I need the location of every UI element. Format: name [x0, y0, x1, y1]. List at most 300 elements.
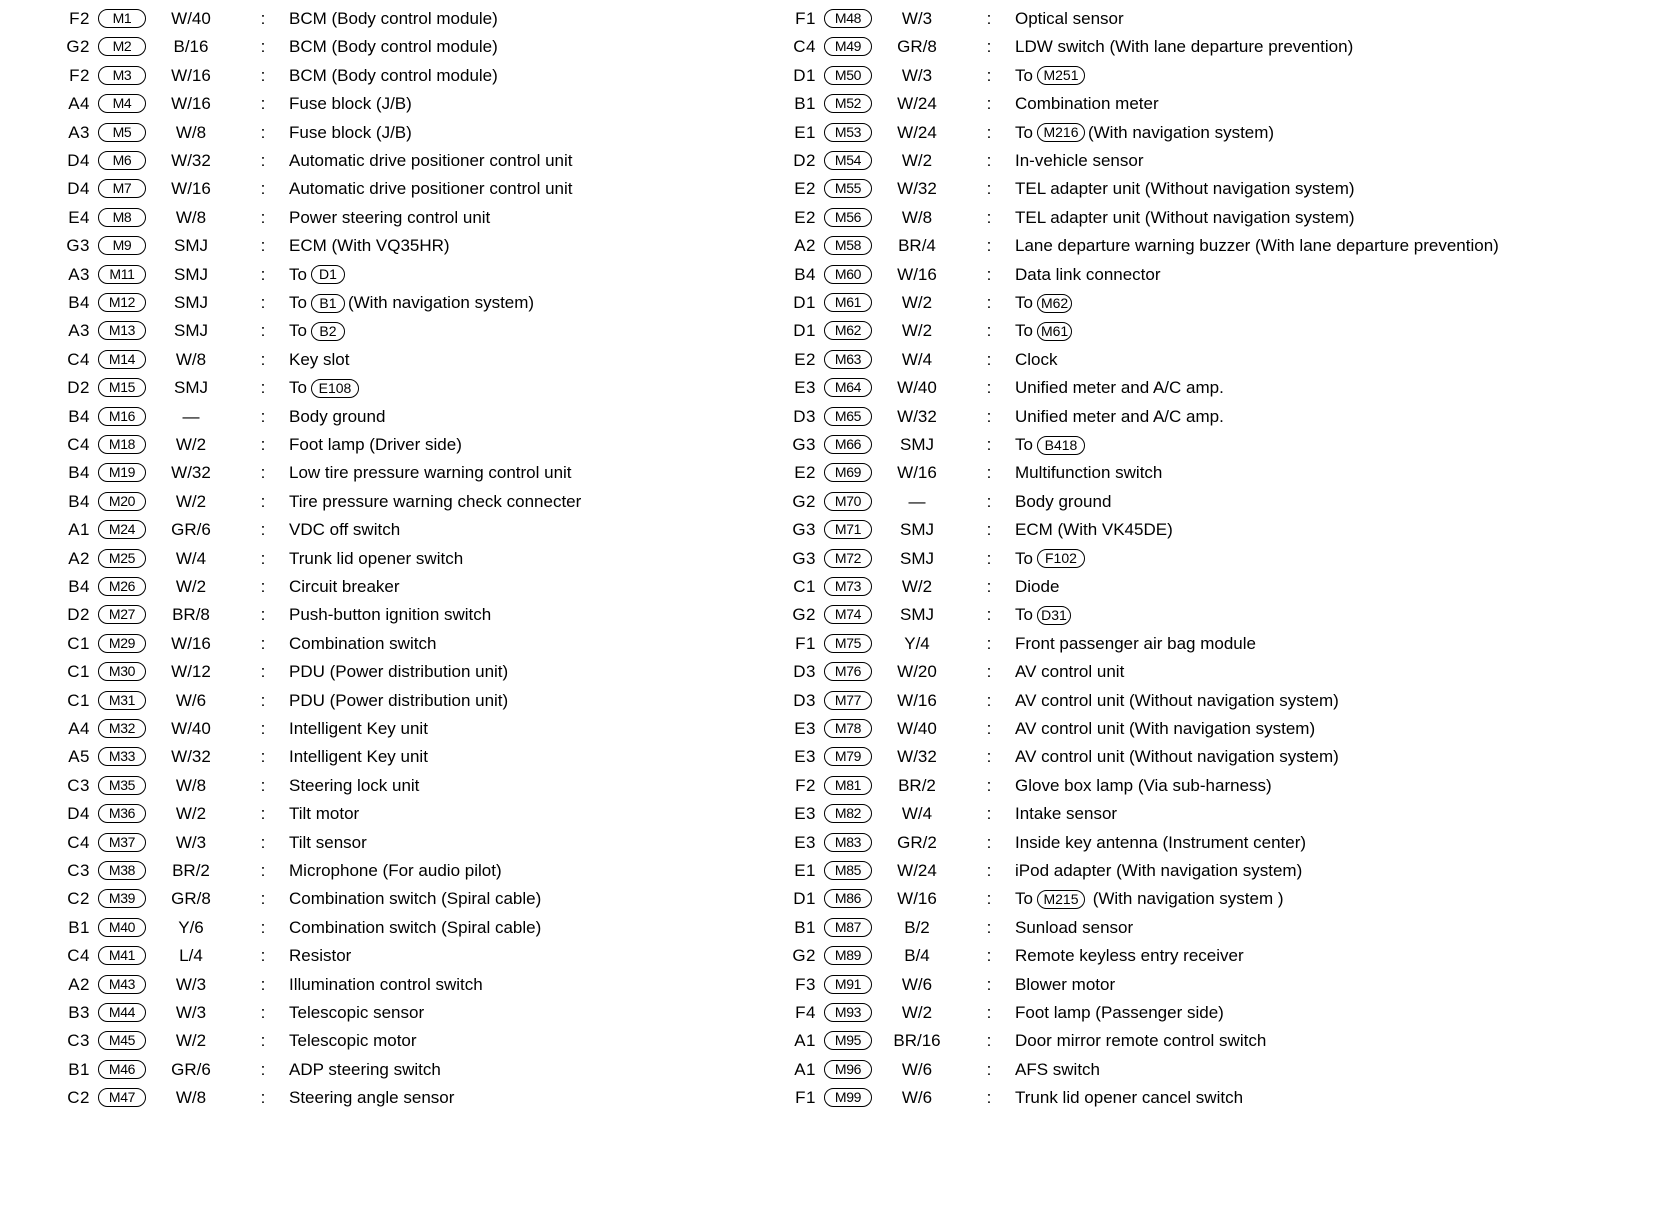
description-prefix: To: [1015, 889, 1033, 909]
connector-color-pins: W/3: [901, 65, 933, 85]
separator-colon: :: [260, 94, 266, 114]
connector-description: [1015, 884, 1284, 914]
connector-number: M54: [824, 151, 872, 170]
connector-number: M32: [98, 719, 146, 738]
connector-color-pins: W/2: [901, 293, 933, 312]
connector-description: Trunk lid opener cancel switch: [1015, 1088, 1244, 1108]
separator-colon: :: [260, 293, 266, 312]
connector-color-pins: W/2: [175, 435, 207, 454]
connector-number: M62: [824, 321, 872, 340]
referenced-connector: D1: [311, 265, 345, 284]
connector-number: M33: [98, 747, 146, 766]
separator-colon: :: [260, 1059, 266, 1079]
connector-description: Front passenger air bag module: [1015, 633, 1256, 653]
connector-number: M20: [98, 492, 146, 511]
table-row: [46, 118, 876, 148]
connector-description: Resistor: [289, 946, 352, 966]
separator-colon: :: [260, 520, 266, 540]
referenced-connector: M61: [1037, 322, 1072, 341]
table-row: [46, 544, 876, 574]
connector-number: M35: [98, 776, 146, 795]
connector-color-pins: SMJ: [174, 378, 208, 398]
separator-colon: :: [260, 406, 266, 426]
connector-number: M81: [824, 776, 872, 795]
table-row: [772, 89, 1602, 119]
separator-colon: :: [260, 946, 266, 966]
referenced-connector: M251: [1037, 66, 1085, 85]
connector-color-pins: W/2: [175, 804, 207, 824]
connector-number: M71: [824, 520, 872, 539]
connector-description: AV control unit: [1015, 662, 1125, 682]
table-row: [772, 203, 1602, 233]
connector-color-pins: W/8: [175, 349, 207, 369]
grid-location: E1: [794, 122, 816, 142]
grid-location: B4: [794, 264, 816, 284]
grid-location: G2: [792, 491, 816, 511]
table-row: [772, 714, 1602, 744]
connector-description: Unified meter and A/C amp.: [1015, 406, 1224, 426]
connector-color-pins: SMJ: [900, 605, 934, 625]
connector-color-pins: Y/6: [178, 917, 204, 937]
connector-number: M44: [98, 1003, 146, 1022]
connector-color-pins: SMJ: [900, 435, 934, 454]
separator-colon: :: [260, 548, 266, 568]
separator-colon: :: [986, 804, 992, 824]
table-row: [772, 629, 1602, 659]
grid-location: G3: [792, 520, 816, 540]
description-prefix: To: [289, 293, 307, 312]
grid-location: D4: [67, 179, 90, 199]
table-row: [46, 600, 876, 630]
connector-description: [1015, 544, 1088, 574]
grid-location: D3: [793, 662, 816, 682]
connector-number: M60: [824, 265, 872, 284]
connector-description: Lane departure warning buzzer (With lane departure prevention): [1015, 236, 1499, 256]
connector-number: M27: [98, 605, 146, 624]
separator-colon: :: [986, 747, 992, 767]
grid-location: A3: [68, 122, 90, 142]
connector-description: AFS switch: [1015, 1059, 1101, 1079]
grid-location: D3: [793, 406, 816, 426]
connector-color-pins: W/32: [897, 179, 937, 199]
table-row: [772, 515, 1602, 545]
separator-colon: :: [986, 463, 992, 483]
connector-color-pins: SMJ: [900, 548, 934, 568]
grid-location: B4: [68, 463, 90, 483]
grid-location: E2: [794, 463, 816, 483]
connector-color-pins: Y/4: [904, 633, 930, 653]
connector-color-pins: W/12: [171, 662, 211, 682]
connector-color-pins: SMJ: [174, 293, 208, 312]
connector-number: M96: [824, 1060, 872, 1079]
table-row: [772, 544, 1602, 574]
separator-colon: :: [986, 37, 992, 57]
table-row: [772, 856, 1602, 886]
connector-color-pins: W/2: [901, 577, 933, 596]
table-row: [772, 61, 1602, 91]
description-prefix: To: [1015, 293, 1033, 312]
table-row: [46, 345, 876, 375]
connector-color-pins: W/2: [901, 1003, 933, 1022]
separator-colon: :: [260, 378, 266, 398]
connector-color-pins: W/16: [171, 179, 211, 199]
table-row: [772, 742, 1602, 772]
connector-description: Data link connector: [1015, 264, 1161, 284]
table-row: [46, 316, 876, 346]
separator-colon: :: [986, 1059, 992, 1079]
connector-description: Intake sensor: [1015, 804, 1118, 824]
table-row: [46, 61, 876, 91]
connector-color-pins: W/8: [175, 775, 207, 795]
connector-number: M2: [98, 37, 146, 56]
connector-description: PDU (Power distribution unit): [289, 690, 509, 710]
table-row: [772, 1055, 1602, 1085]
description-prefix: To: [289, 378, 307, 398]
separator-colon: :: [986, 1031, 992, 1051]
grid-location: C4: [793, 37, 816, 57]
grid-location: C4: [67, 349, 90, 369]
connector-number: M72: [824, 549, 872, 568]
connector-color-pins: —: [908, 491, 926, 511]
separator-colon: :: [260, 1088, 266, 1108]
grid-location: B4: [68, 491, 90, 511]
connector-number: M29: [98, 634, 146, 653]
connector-description: Body ground: [289, 406, 386, 426]
table-row: [46, 1055, 876, 1085]
description-suffix: (With navigation system): [347, 293, 535, 312]
grid-location: C1: [793, 577, 816, 596]
connector-number: M64: [824, 378, 872, 397]
grid-location: B1: [68, 917, 90, 937]
separator-colon: :: [260, 207, 266, 227]
table-row: [772, 345, 1602, 375]
table-row: [46, 828, 876, 858]
table-row: [46, 260, 876, 290]
connector-number: M47: [98, 1088, 146, 1107]
connector-number: M4: [98, 94, 146, 113]
connector-color-pins: W/24: [897, 122, 937, 142]
grid-location: A2: [68, 548, 90, 568]
connector-number: M56: [824, 208, 872, 227]
connector-color-pins: B/16: [173, 37, 209, 57]
connector-color-pins: SMJ: [900, 520, 934, 540]
connector-color-pins: SMJ: [174, 321, 208, 341]
connector-number: M15: [98, 378, 146, 397]
connector-description: Power steering control unit: [289, 207, 491, 227]
connector-number: M63: [824, 350, 872, 369]
table-row: [772, 913, 1602, 943]
connector-description: Automatic drive positioner control unit: [289, 179, 573, 199]
grid-location: B1: [794, 917, 816, 937]
connector-description: Push-button ignition switch: [289, 605, 492, 625]
grid-location: C3: [67, 775, 90, 795]
connector-number: M12: [98, 293, 146, 312]
table-row: [772, 941, 1602, 971]
separator-colon: :: [260, 605, 266, 625]
connector-number: M40: [98, 918, 146, 937]
separator-colon: :: [986, 94, 992, 114]
connector-color-pins: W/8: [175, 1088, 207, 1108]
connector-color-pins: GR/8: [897, 37, 937, 57]
table-row: [772, 146, 1602, 176]
connector-color-pins: W/24: [897, 94, 937, 114]
table-row: [46, 288, 876, 318]
connector-number: M93: [824, 1003, 872, 1022]
table-row: [46, 629, 876, 659]
connector-color-pins: W/3: [175, 974, 207, 994]
connector-number: M26: [98, 577, 146, 596]
connector-color-pins: W/16: [171, 94, 211, 114]
grid-location: E2: [794, 207, 816, 227]
connector-number: M65: [824, 407, 872, 426]
connector-number: M43: [98, 975, 146, 994]
connector-color-pins: W/16: [171, 633, 211, 653]
connector-color-pins: W/40: [897, 719, 937, 738]
connector-description: VDC off switch: [289, 520, 401, 540]
connector-number: M69: [824, 463, 872, 482]
connector-number: M39: [98, 889, 146, 908]
separator-colon: :: [260, 662, 266, 682]
table-row: [46, 799, 876, 829]
grid-location: F3: [795, 974, 816, 994]
connector-color-pins: W/16: [171, 65, 211, 85]
grid-location: C3: [67, 1031, 90, 1051]
description-prefix: To: [1015, 122, 1033, 142]
connector-description: BCM (Body control module): [289, 37, 498, 57]
grid-location: C2: [67, 1088, 90, 1108]
table-row: [46, 1026, 876, 1056]
connector-description: [1015, 430, 1088, 460]
separator-colon: :: [986, 207, 992, 227]
connector-number: M85: [824, 861, 872, 880]
separator-colon: :: [260, 151, 266, 170]
table-row: [772, 686, 1602, 716]
grid-location: F2: [69, 9, 90, 28]
grid-location: D1: [793, 889, 816, 909]
table-row: [772, 771, 1602, 801]
connector-description: Inside key antenna (Instrument center): [1015, 832, 1307, 852]
grid-location: B3: [68, 1003, 90, 1022]
grid-location: B4: [68, 577, 90, 596]
table-row: [772, 430, 1602, 460]
grid-location: E2: [794, 349, 816, 369]
connector-number: M3: [98, 66, 146, 85]
grid-location: A3: [68, 321, 90, 341]
separator-colon: :: [260, 9, 266, 28]
connector-color-pins: BR/4: [898, 236, 936, 256]
connector-number: M13: [98, 321, 146, 340]
connector-number: M53: [824, 123, 872, 142]
grid-location: D1: [793, 293, 816, 312]
table-row: [772, 1083, 1602, 1113]
connector-description: Tilt sensor: [289, 832, 367, 852]
connector-description: PDU (Power distribution unit): [289, 662, 509, 682]
grid-location: C1: [67, 633, 90, 653]
grid-location: E4: [68, 207, 90, 227]
connector-description: Tire pressure warning check connecter: [289, 491, 582, 511]
referenced-connector: E108: [311, 379, 359, 398]
connector-number: M89: [824, 946, 872, 965]
referenced-connector: D31: [1037, 606, 1071, 625]
connector-description: Foot lamp (Driver side): [289, 435, 462, 454]
connector-number: M16: [98, 407, 146, 426]
separator-colon: :: [260, 974, 266, 994]
separator-colon: :: [986, 974, 992, 994]
grid-location: A4: [68, 719, 90, 738]
connector-color-pins: W/2: [175, 1031, 207, 1051]
separator-colon: :: [986, 321, 992, 341]
table-row: [46, 146, 876, 176]
connector-description: Optical sensor: [1015, 9, 1124, 28]
separator-colon: :: [986, 889, 992, 909]
connector-color-pins: W/2: [175, 491, 207, 511]
table-row: [46, 856, 876, 886]
connector-number: M37: [98, 833, 146, 852]
grid-location: D1: [793, 321, 816, 341]
connector-description: Steering angle sensor: [289, 1088, 455, 1108]
connector-number: M30: [98, 662, 146, 681]
grid-location: C4: [67, 946, 90, 966]
connector-number: M74: [824, 605, 872, 624]
separator-colon: :: [260, 65, 266, 85]
separator-colon: :: [986, 9, 992, 28]
connector-description: Clock: [1015, 349, 1058, 369]
connector-color-pins: W/6: [901, 974, 933, 994]
separator-colon: :: [986, 65, 992, 85]
connector-color-pins: W/16: [897, 889, 937, 909]
connector-description: Key slot: [289, 349, 350, 369]
connector-number: M87: [824, 918, 872, 937]
separator-colon: :: [260, 633, 266, 653]
connector-description: AV control unit (With navigation system): [1015, 719, 1316, 738]
grid-location: B4: [68, 406, 90, 426]
connector-description: TEL adapter unit (Without navigation system): [1015, 179, 1355, 199]
referenced-connector: M215: [1037, 890, 1085, 909]
separator-colon: :: [260, 264, 266, 284]
connector-color-pins: W/40: [897, 378, 937, 398]
connector-number: M38: [98, 861, 146, 880]
table-row: [46, 174, 876, 204]
connector-description: iPod adapter (With navigation system): [1015, 861, 1303, 880]
description-suffix: (With navigation system): [1087, 122, 1275, 142]
connector-description: BCM (Body control module): [289, 65, 498, 85]
connector-color-pins: W/16: [897, 463, 937, 483]
separator-colon: :: [986, 690, 992, 710]
grid-location: C1: [67, 690, 90, 710]
table-row: [772, 231, 1602, 261]
separator-colon: :: [986, 662, 992, 682]
table-row: [772, 458, 1602, 488]
separator-colon: :: [986, 349, 992, 369]
table-row: [46, 572, 876, 602]
grid-location: D2: [793, 151, 816, 170]
connector-description: Unified meter and A/C amp.: [1015, 378, 1224, 398]
connector-description: Telescopic sensor: [289, 1003, 425, 1022]
table-row: [46, 373, 876, 403]
table-row: [46, 32, 876, 62]
separator-colon: :: [986, 719, 992, 738]
connector-description: Illumination control switch: [289, 974, 483, 994]
grid-location: C2: [67, 889, 90, 909]
separator-colon: :: [986, 293, 992, 312]
connector-number: M45: [98, 1031, 146, 1050]
connector-number: M41: [98, 946, 146, 965]
table-row: [46, 402, 876, 432]
connector-number: M25: [98, 549, 146, 568]
table-row: [46, 487, 876, 517]
table-row: [46, 686, 876, 716]
separator-colon: :: [260, 349, 266, 369]
connector-description: Foot lamp (Passenger side): [1015, 1003, 1224, 1022]
connector-color-pins: W/20: [897, 662, 937, 682]
referenced-connector: B2: [311, 322, 345, 341]
table-row: [46, 998, 876, 1028]
connector-number: M55: [824, 179, 872, 198]
connector-color-pins: W/3: [175, 1003, 207, 1022]
connector-color-pins: W/32: [171, 463, 211, 483]
separator-colon: :: [260, 775, 266, 795]
table-row: [772, 657, 1602, 687]
table-row: [46, 231, 876, 261]
referenced-connector: M216: [1037, 123, 1085, 142]
connector-color-pins: SMJ: [174, 264, 208, 284]
connector-number: M5: [98, 123, 146, 142]
connector-number: M79: [824, 747, 872, 766]
connector-description: AV control unit (Without navigation system): [1015, 747, 1339, 767]
table-row: [772, 260, 1602, 290]
connector-color-pins: W/32: [897, 747, 937, 767]
table-row: [46, 89, 876, 119]
separator-colon: :: [260, 747, 266, 767]
grid-location: E3: [794, 719, 816, 738]
connector-color-pins: W/32: [171, 151, 211, 170]
connector-color-pins: W/4: [901, 349, 933, 369]
connector-color-pins: W/16: [897, 690, 937, 710]
connector-description: Trunk lid opener switch: [289, 548, 464, 568]
grid-location: E3: [794, 832, 816, 852]
description-prefix: To: [289, 321, 307, 341]
table-row: [772, 402, 1602, 432]
description-prefix: To: [1015, 548, 1033, 568]
separator-colon: :: [986, 605, 992, 625]
separator-colon: :: [986, 151, 992, 170]
connector-number: M83: [824, 833, 872, 852]
separator-colon: :: [260, 1003, 266, 1022]
separator-colon: :: [986, 861, 992, 880]
connector-color-pins: W/4: [901, 804, 933, 824]
connector-color-pins: GR/2: [897, 832, 937, 852]
connector-color-pins: W/8: [175, 122, 207, 142]
connector-number: M18: [98, 435, 146, 454]
connector-description: Combination meter: [1015, 94, 1159, 114]
connector-color-pins: W/2: [901, 321, 933, 341]
connector-number: M11: [98, 265, 146, 284]
table-row: [772, 1026, 1602, 1056]
grid-location: D2: [67, 378, 90, 398]
grid-location: E1: [794, 861, 816, 880]
separator-colon: :: [986, 1003, 992, 1022]
connector-number: M70: [824, 492, 872, 511]
grid-location: G2: [792, 605, 816, 625]
separator-colon: :: [986, 378, 992, 398]
connector-color-pins: BR/8: [172, 605, 210, 625]
separator-colon: :: [260, 179, 266, 199]
connector-color-pins: W/8: [175, 207, 207, 227]
table-row: [46, 884, 876, 914]
separator-colon: :: [260, 804, 266, 824]
grid-location: B1: [68, 1059, 90, 1079]
connector-description: [289, 373, 362, 403]
